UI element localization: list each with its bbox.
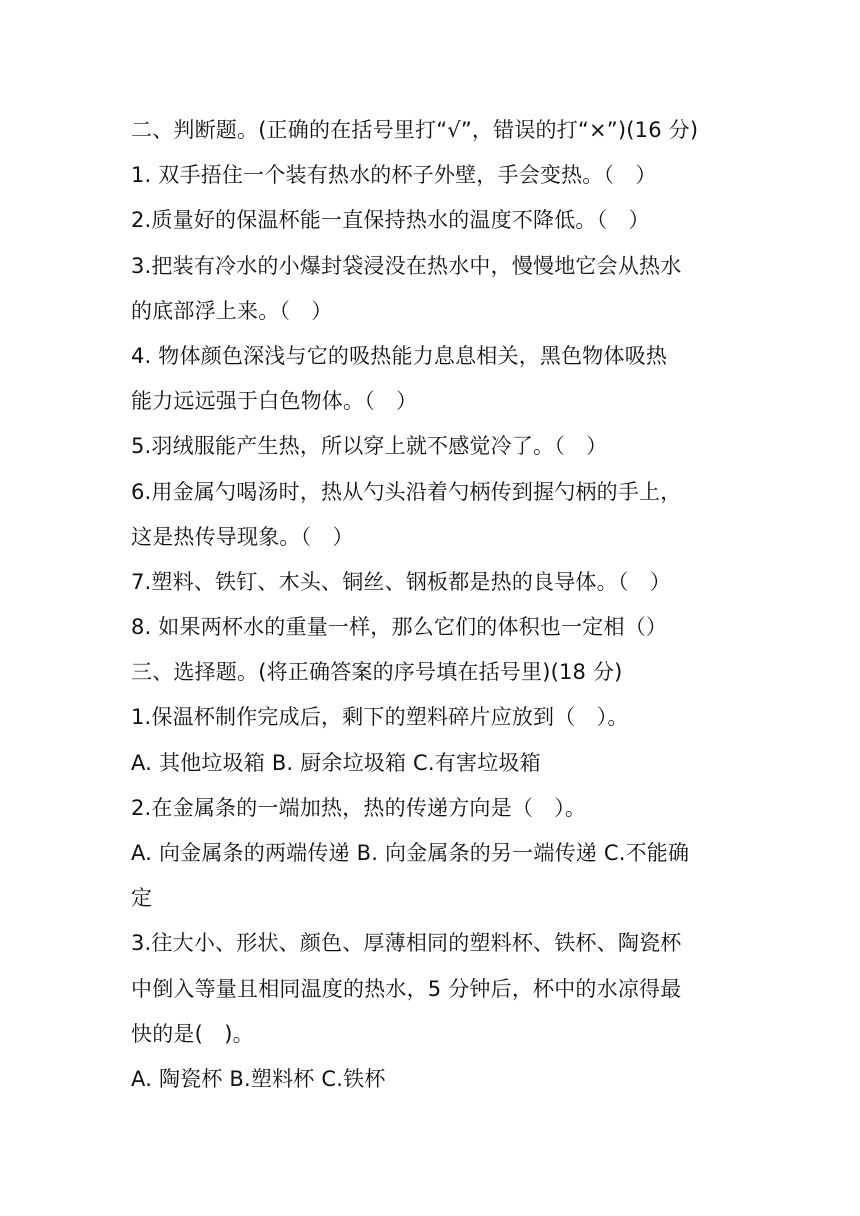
question-line: 3.把装有冷水的小爆封袋浸没在热水中，慢慢地它会从热水 bbox=[131, 253, 682, 278]
question-line: 中倒入等量且相同温度的热水，5 分钟后，杯中的水凉得最 bbox=[131, 976, 682, 1001]
question-line: 快的是( )。 bbox=[131, 1021, 254, 1046]
question-line: 的底部浮上来。（ ） bbox=[131, 298, 333, 323]
question-line: 1. 双手捂住一个装有热水的杯子外壁，手会变热。（ ） bbox=[131, 163, 657, 188]
question-line: 5.羽绒服能产生热，所以穿上就不感觉冷了。（ ） bbox=[131, 434, 608, 459]
question-line: 2.在金属条的一端加热，热的传递方向是（ ）。 bbox=[131, 795, 587, 820]
question-line: 3.往大小、形状、颜色、厚薄相同的塑料杯、铁杯、陶瓷杯 bbox=[131, 931, 682, 956]
question-line: 这是热传导现象。（ ） bbox=[131, 524, 354, 549]
question-line: 2.质量好的保温杯能一直保持热水的温度不降低。（ ） bbox=[131, 208, 650, 233]
question-line: 能力远远强于白色物体。（ ） bbox=[131, 389, 418, 414]
answer-options-line: A. 向金属条的两端传递 B. 向金属条的另一端传递 C.不能确 bbox=[131, 841, 690, 865]
question-line: 6.用金属勺喝汤时，热从勺头沿着勺柄传到握勺柄的手上， bbox=[131, 479, 682, 504]
question-line: 7.塑料、铁钉、木头、铜丝、钢板都是热的良导体。（ ） bbox=[131, 569, 671, 594]
answer-options-line: A. 陶瓷杯 B.塑料杯 C.铁杯 bbox=[131, 1066, 386, 1091]
question-line: 8. 如果两杯水的重量一样，那么它们的体积也一定相（） bbox=[131, 615, 668, 640]
question-line: 1.保温杯制作完成后，剩下的塑料碎片应放到（ ）。 bbox=[131, 705, 629, 730]
question-line: 4. 物体颜色深浅与它的吸热能力息息相关，黑色物体吸热 bbox=[131, 343, 668, 368]
document-body bbox=[131, 108, 731, 1102]
section-heading-true-false: 二、判断题。(正确的在括号里打“√”，错误的打“×”)(16 分) bbox=[131, 118, 699, 142]
answer-options-line: 定 bbox=[131, 886, 153, 911]
section-heading-multiple-choice: 三、选择题。(将正确答案的序号填在括号里)(18 分) bbox=[131, 660, 623, 685]
answer-options-line: A. 其他垃圾箱 B. 厨余垃圾箱 C.有害垃圾箱 bbox=[131, 750, 541, 775]
